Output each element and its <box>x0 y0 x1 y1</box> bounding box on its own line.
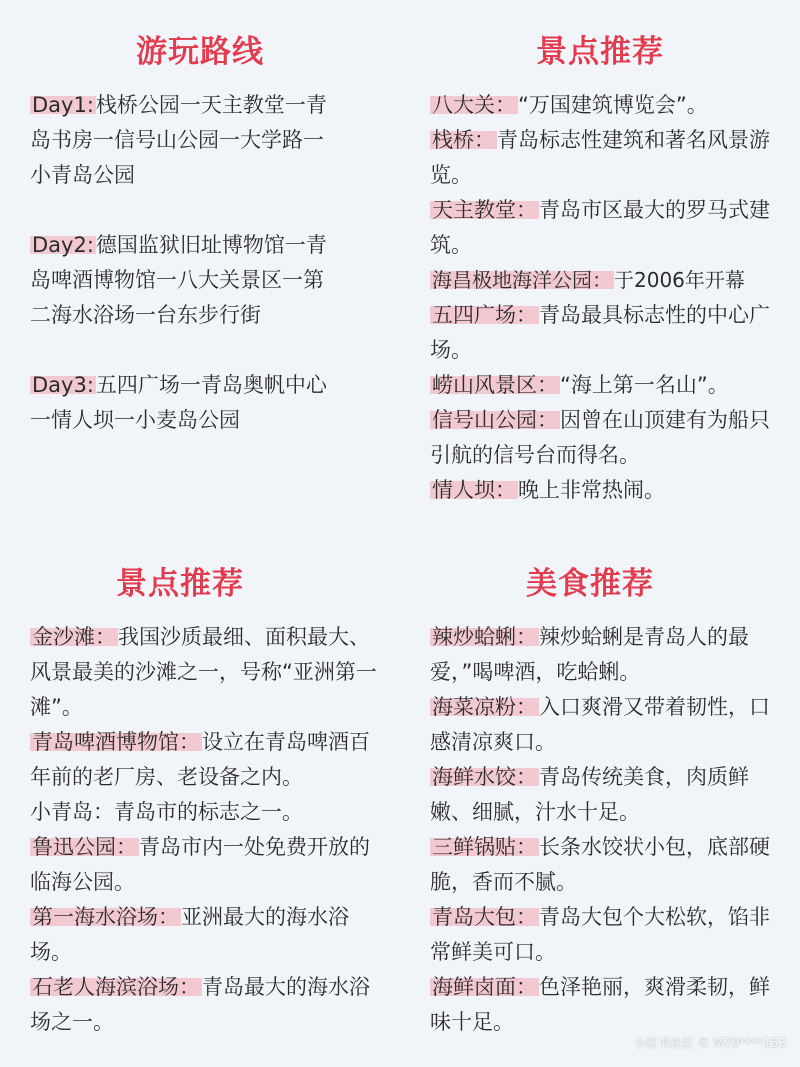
day2-route <box>30 228 330 333</box>
day1-route <box>30 88 330 193</box>
spot-item <box>430 263 800 298</box>
day1-label: Day1: <box>32 93 94 117</box>
food-heading: 美食推荐 <box>526 566 654 602</box>
food-item <box>430 690 775 760</box>
route-section <box>30 28 400 473</box>
food-desc: 辣炒蛤蜊是青岛人的最爱，”喝啤酒，吃蛤蜊。 <box>430 625 749 684</box>
spots-section-2 <box>30 560 400 1040</box>
spot-desc: 因曾在山顶建有为船只引航的信号台而得名。 <box>430 408 770 467</box>
spot-name: 石老人海滨浴场： <box>32 975 200 999</box>
spot-name: 信号山公园： <box>432 408 558 432</box>
food-desc: 青岛大包个大松软，馅非常鲜美可口。 <box>430 905 770 964</box>
food-item <box>430 970 775 1040</box>
food-item <box>430 760 775 830</box>
spot-item <box>30 970 380 1040</box>
food-item <box>430 900 775 970</box>
spot-desc: 亚洲最大的海水浴场。 <box>30 905 349 964</box>
spot-item <box>430 473 786 508</box>
spot-item <box>430 298 786 368</box>
food-name: 青岛大包： <box>432 905 537 929</box>
spot-name: 海昌极地海洋公园： <box>432 268 612 292</box>
spot-item <box>30 830 380 900</box>
day2-text: 德国监狱旧址博物馆一青岛啤酒博物馆一八大关景区一第二海水浴场一台东步行街 <box>30 233 327 327</box>
food-name: 海鲜卤面： <box>432 975 537 999</box>
spots-heading-2: 景点推荐 <box>116 566 244 602</box>
watermark: 小红书社区 © M70****153 <box>633 1036 786 1050</box>
spot-name: 栈桥： <box>432 128 495 152</box>
food-name: 海鲜水饺： <box>432 765 537 789</box>
spot-name: 第一海水浴场： <box>32 905 179 929</box>
food-desc: 入口爽滑又带着韧性，口感清凉爽口。 <box>430 695 770 754</box>
food-name: 三鲜锅贴： <box>432 835 537 859</box>
food-desc: 长条水饺状小包，底部硬脆，香而不腻。 <box>430 835 770 894</box>
route-heading: 游玩路线 <box>136 34 264 70</box>
spot-desc: 我国沙质最细、面积最大、风景最美的沙滩之一，号称“亚洲第一滩”。 <box>30 625 377 719</box>
spot-item <box>430 193 786 263</box>
day3-text: 五四广场一青岛奥帆中心一情人坝一小麦岛公园 <box>30 373 327 432</box>
spot-item <box>430 368 786 403</box>
spot-name: 五四广场： <box>432 303 537 327</box>
spot-name: 小青岛： <box>30 800 114 824</box>
spot-desc: 于2006年开幕 <box>614 268 745 292</box>
spot-desc: “海上第一名山”。 <box>560 373 729 397</box>
food-name: 辣炒蛤蜊： <box>432 625 537 649</box>
spot-name: 崂山风景区： <box>432 373 558 397</box>
spot-item <box>30 620 380 725</box>
spot-item <box>430 403 786 473</box>
spot-desc: 青岛最具标志性的中心广场。 <box>430 303 770 362</box>
food-item <box>430 830 775 900</box>
spot-desc: 青岛标志性建筑和著名风景游览。 <box>430 128 770 187</box>
spot-name: 金沙滩： <box>32 625 116 649</box>
spot-item <box>430 123 786 193</box>
spot-item <box>30 725 380 795</box>
food-section <box>430 560 800 1040</box>
spot-item <box>30 795 380 830</box>
spot-desc: 青岛市的标志之一。 <box>114 800 303 824</box>
day3-route <box>30 368 330 438</box>
spot-desc: 青岛市内一处免费开放的临海公园。 <box>30 835 370 894</box>
spot-name: 八大关： <box>432 93 516 117</box>
spot-item <box>430 88 786 123</box>
food-item <box>430 620 775 690</box>
food-desc: 色泽艳丽，爽滑柔韧，鲜味十足。 <box>430 975 770 1034</box>
day2-label: Day2: <box>32 233 94 257</box>
spot-name: 情人坝： <box>432 478 516 502</box>
spot-desc: 晚上非常热闹。 <box>518 478 665 502</box>
spots-section-1 <box>430 28 800 508</box>
spot-desc: 青岛最大的海水浴场之一。 <box>30 975 370 1034</box>
day3-label: Day3: <box>32 373 94 397</box>
spot-item <box>30 900 380 970</box>
spots-heading-1: 景点推荐 <box>536 34 664 70</box>
food-desc: 青岛传统美食，肉质鲜嫩、细腻，汁水十足。 <box>430 765 749 824</box>
spot-desc: 设立在青岛啤酒百年前的老厂房、老设备之内。 <box>30 730 370 789</box>
food-name: 海菜凉粉： <box>432 695 537 719</box>
day1-text: 栈桥公园一天主教堂一青岛书房一信号山公园一大学路一小青岛公园 <box>30 93 327 187</box>
spot-desc: 青岛市区最大的罗马式建筑。 <box>430 198 770 257</box>
spot-name: 鲁迅公园： <box>32 835 137 859</box>
spot-name: 青岛啤酒博物馆： <box>32 730 200 754</box>
spot-name: 天主教堂： <box>432 198 537 222</box>
spot-desc: “万国建筑博览会”。 <box>518 93 708 117</box>
